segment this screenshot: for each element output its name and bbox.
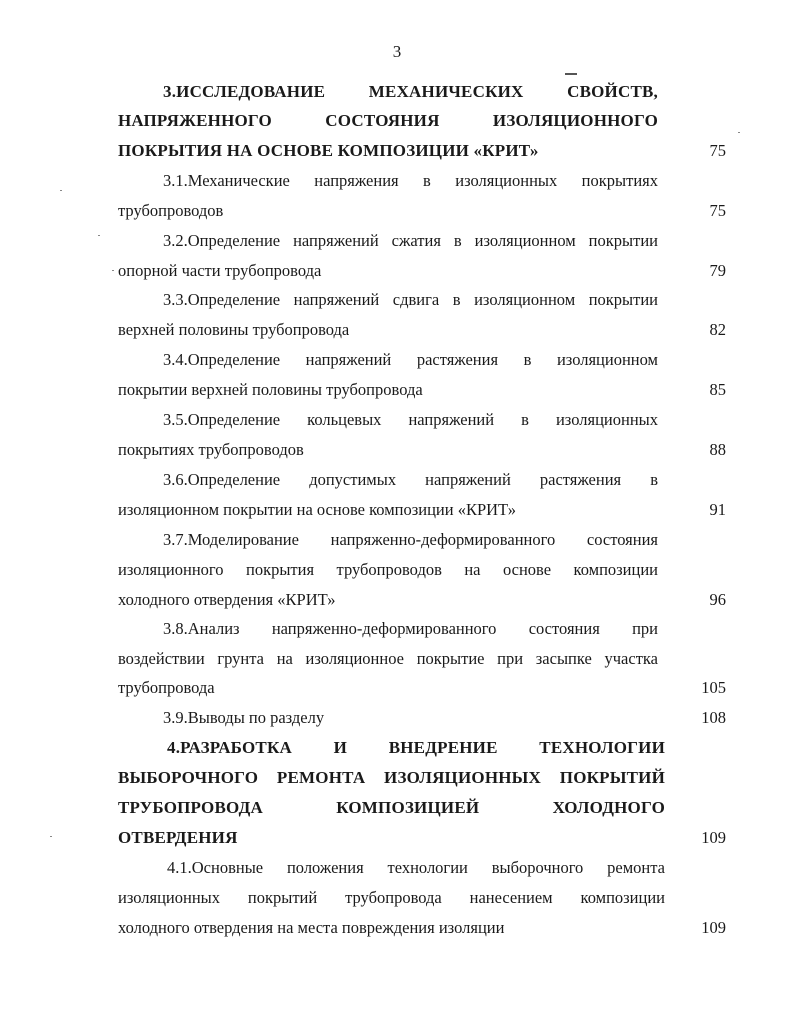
toc-entry-line <box>0 525 794 555</box>
toc-entry-line <box>0 375 794 405</box>
entry-text: опорной части трубопровода <box>118 261 322 280</box>
toc-entry-line <box>0 465 794 495</box>
entry-text: 3.5.Определение кольцевых напряжений в изоляционных <box>163 410 658 429</box>
page-ref: 79 <box>709 261 726 280</box>
section-heading-text: ПОКРЫТИЯ НА ОСНОВЕ КОМПОЗИЦИИ «КРИТ» <box>118 141 539 160</box>
entry-text: трубопровода <box>118 678 215 697</box>
toc-entry-line <box>0 585 794 615</box>
toc-entry-line <box>0 405 794 435</box>
toc-heading-line <box>0 136 794 166</box>
toc-entry-line <box>0 285 794 315</box>
toc-entry-line <box>0 673 794 703</box>
page-ref: 108 <box>701 708 726 727</box>
section-heading-text: ОТВЕРДЕНИЯ <box>118 828 238 847</box>
toc-entry-line <box>0 883 794 913</box>
toc-entry-line <box>0 913 794 943</box>
entry-text: воздействии грунта на изоляционное покрытие при засыпке участка <box>118 649 658 668</box>
entry-text: трубопроводов <box>118 201 224 220</box>
page-ref: 88 <box>709 440 726 459</box>
toc-entry-line <box>0 166 794 196</box>
page-ref: 91 <box>709 500 726 519</box>
entry-text: изоляционных покрытий трубопровода нанесением композиции <box>118 888 665 907</box>
toc-entry-line <box>0 226 794 256</box>
entry-text: изоляционного покрытия трубопроводов на основе композиции <box>118 560 658 579</box>
section-heading-text: ВЫБОРОЧНОГО РЕМОНТА ИЗОЛЯЦИОННЫХ ПОКРЫТИЙ <box>118 768 665 787</box>
entry-text: 3.2.Определение напряжений сжатия в изоляционном покрытии <box>163 231 658 250</box>
page-ref: 96 <box>709 590 726 609</box>
toc-heading-line <box>0 823 794 853</box>
entry-text: покрытиях трубопроводов <box>118 440 304 459</box>
toc-heading-line <box>0 763 794 793</box>
scan-speck <box>60 190 62 191</box>
page-ref: 82 <box>709 320 726 339</box>
toc-entry-line <box>0 435 794 465</box>
entry-text: 3.9.Выводы по разделу <box>163 708 325 727</box>
toc-entry-line <box>0 345 794 375</box>
toc-entry-line <box>0 256 794 286</box>
toc-entry-line <box>0 555 794 585</box>
entry-text: 3.4.Определение напряжений растяжения в изоляционном <box>163 350 658 369</box>
toc-heading-line <box>0 793 794 823</box>
entry-text: холодного отвердения «КРИТ» <box>118 590 336 609</box>
section-heading-text: 3.ИССЛЕДОВАНИЕ МЕХАНИЧЕСКИХ СВОЙСТВ, <box>163 82 658 101</box>
page-ref: 75 <box>709 201 726 220</box>
scan-speck <box>98 235 100 236</box>
section-heading-text: 4.РАЗРАБОТКА И ВНЕДРЕНИЕ ТЕХНОЛОГИИ <box>167 738 665 757</box>
entry-text: покрытии верхней половины трубопровода <box>118 380 423 399</box>
toc-entry-line <box>0 853 794 883</box>
page-ref: 75 <box>709 141 726 160</box>
entry-text: 3.3.Определение напряжений сдвига в изоляционном покрытии <box>163 290 658 309</box>
page-ref: 105 <box>701 678 726 697</box>
scan-speck <box>565 73 577 75</box>
section-heading-text: НАПРЯЖЕННОГО СОСТОЯНИЯ ИЗОЛЯЦИОННОГО <box>118 111 658 130</box>
entry-text: 3.7.Моделирование напряженно-деформированного состояния <box>163 530 658 549</box>
scan-speck <box>738 132 740 133</box>
entry-text: 3.8.Анализ напряженно-деформированного состояния при <box>163 619 658 638</box>
entry-text: 3.1.Механические напряжения в изоляционных покрытиях <box>163 171 658 190</box>
scan-speck <box>112 270 114 271</box>
entry-text: изоляционном покрытии на основе композиции «КРИТ» <box>118 500 516 519</box>
toc-heading-line <box>0 77 794 107</box>
entry-text: 3.6.Определение допустимых напряжений растяжения в <box>163 470 658 489</box>
entry-text: холодного отвердения на места повреждения изоляции <box>118 918 505 937</box>
toc-entry-line <box>0 644 794 674</box>
entry-text: верхней половины трубопровода <box>118 320 350 339</box>
section-heading-text: ТРУБОПРОВОДА КОМПОЗИЦИЕЙ ХОЛОДНОГО <box>118 798 665 817</box>
scan-speck <box>50 836 52 837</box>
page-ref: 109 <box>701 918 726 937</box>
toc-entry-line <box>0 315 794 345</box>
toc-entry-line <box>0 703 794 733</box>
entry-text: 4.1.Основные положения технологии выборочного ремонта <box>167 858 665 877</box>
toc-entry-line <box>0 614 794 644</box>
page-ref: 109 <box>701 828 726 847</box>
toc-heading-line <box>0 106 794 136</box>
toc-entry-line <box>0 196 794 226</box>
page-ref: 85 <box>709 380 726 399</box>
toc-heading-line <box>0 733 794 763</box>
page-number: 3 <box>392 42 402 61</box>
toc-entry-line <box>0 495 794 525</box>
